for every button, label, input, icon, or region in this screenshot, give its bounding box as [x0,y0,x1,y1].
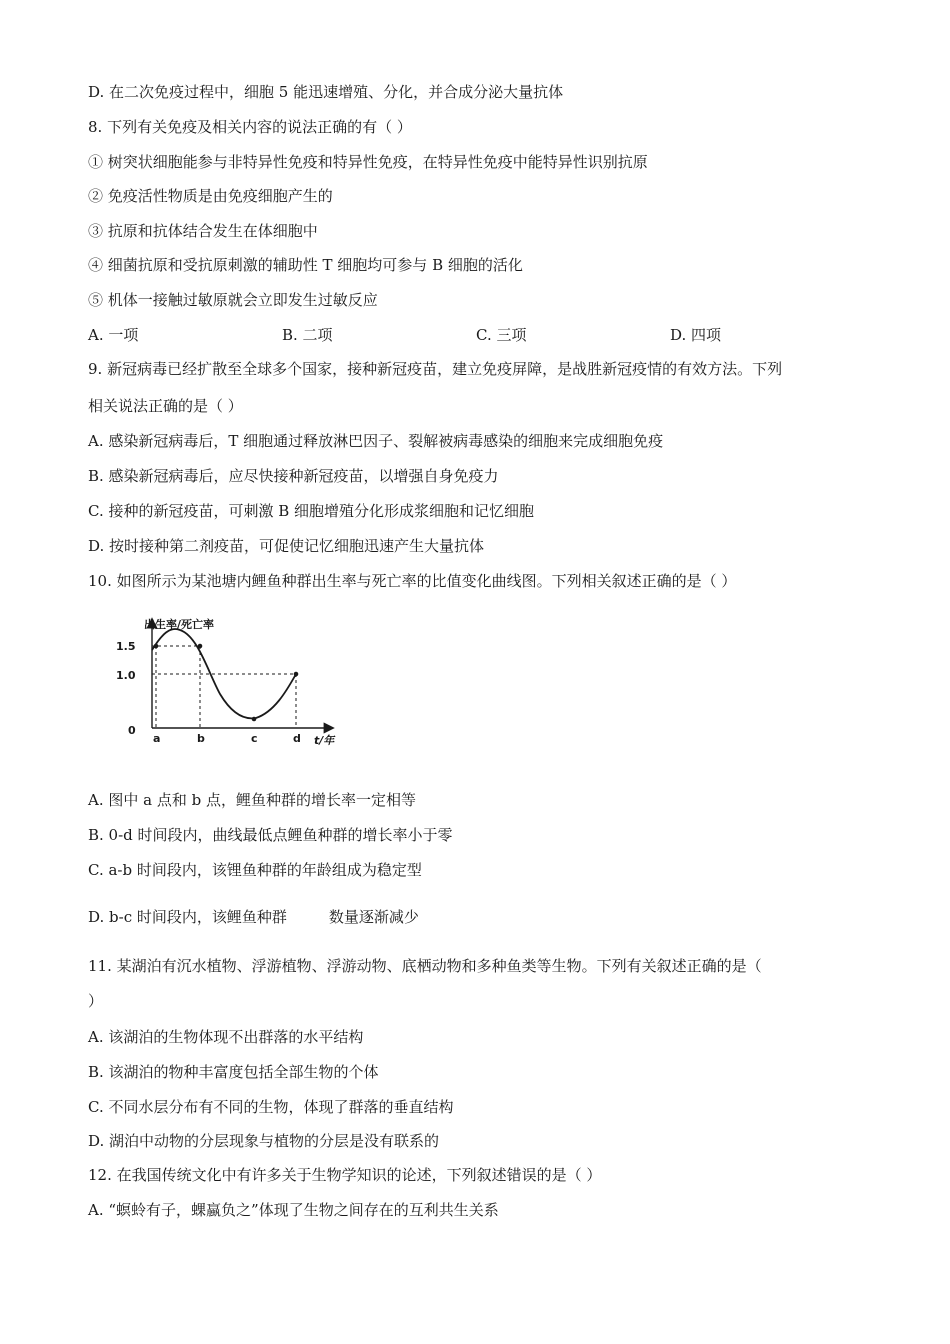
q8-options [88,324,868,346]
q8-statement-4: ④ 细菌抗原和受抗原刺激的辅助性 T 细胞均可参与 B 细胞的活化 [88,256,523,274]
q10-option-d [88,907,419,927]
q11-option-b: B. 该湖泊的物种丰富度包括全部生物的个体 [88,1063,379,1081]
x-tick-b: b [197,732,205,745]
q8-option-d: D. 四项 [670,326,722,344]
q11-stem-line2: ） [88,992,104,1010]
y-tick-10: 1.0 [116,669,136,682]
birth-death-ratio-graph [108,612,358,754]
y-tick-15: 1.5 [116,640,136,653]
point-b [198,644,203,649]
q9-option-a: A. 感染新冠病毒后，T 细胞通过释放淋巴因子、裂解被病毒感染的细胞来完成细胞免疫 [88,432,664,450]
q11-option-a: A. 该湖泊的生物体现不出群落的水平结构 [88,1028,364,1046]
q11-option-d: D. 湖泊中动物的分层现象与植物的分层是没有联系的 [88,1132,440,1150]
q11-option-c: C. 不同水层分布有不同的生物，体现了群落的垂直结构 [88,1098,454,1116]
q12-option-a: A. “螟蛉有子，蜾蠃负之”体现了生物之间存在的互利共生关系 [88,1201,499,1219]
y-axis-label: 出生率/死亡率 [144,618,215,631]
q10-option-d-part2: 数量逐渐减少 [328,908,419,926]
x-tick-d: d [293,732,301,745]
y-tick-0: 0 [128,724,136,737]
q9-option-b: B. 感染新冠病毒后，应尽快接种新冠疫苗，以增强自身免疫力 [88,467,499,485]
q8-option-c: C. 三项 [476,326,527,344]
q8-statement-1: ① 树突状细胞能参与非特异性免疫和特异性免疫，在特异性免疫中能特异性识别抗原 [88,153,648,171]
x-axis-label: t/年 [314,734,335,747]
x-tick-a: a [153,732,161,745]
q8-option-b: B. 二项 [282,326,333,344]
q8-stem: 8. 下列有关免疫及相关内容的说法正确的有（ ） [88,118,412,136]
q7-option-d: D. 在二次免疫过程中，细胞 5 能迅速增殖、分化，并合成分泌大量抗体 [88,83,564,101]
q10-option-a: A. 图中 a 点和 b 点，鲤鱼种群的增长率一定相等 [88,791,416,809]
q9-stem-line2: 相关说法正确的是（ ） [88,397,243,415]
q8-statement-2: ② 免疫活性物质是由免疫细胞产生的 [88,187,333,205]
q10-option-c: C. a-b 时间段内，该锂鱼种群的年龄组成为稳定型 [88,861,422,879]
q12-stem: 12. 在我国传统文化中有许多关于生物学知识的论述，下列叙述错误的是（ ） [88,1166,602,1184]
q11-stem-line1: 11. 某湖泊有沉水植物、浮游植物、浮游动物、底栖动物和多种鱼类等生物。下列有关叙述正确的是（ [88,957,762,975]
x-tick-c: c [251,732,258,745]
q10-option-b: B. 0-d 时间段内，曲线最低点鲤鱼种群的增长率小于零 [88,826,453,844]
q9-option-c: C. 接种的新冠疫苗，可刺激 B 细胞增殖分化形成浆细胞和记忆细胞 [88,502,535,520]
guide-lines [152,646,296,728]
q8-statement-3: ③ 抗原和抗体结合发生在体细胞中 [88,222,318,240]
q10-stem: 10. 如图所示为某池塘内鲤鱼种群出生率与死亡率的比值变化曲线图。下列相关叙述正确的是（ ） [88,572,737,590]
q9-option-d: D. 按时接种第二剂疫苗，可促使记忆细胞迅速产生大量抗体 [88,537,485,555]
point-c [252,717,257,722]
q9-stem-line1: 9. 新冠病毒已经扩散至全球多个国家，接种新冠疫苗，建立免疫屏障，是战胜新冠疫情的有效方法。下列 [88,360,783,378]
point-d [294,672,299,677]
q10-option-d-part1: D. b-c 时间段内，该鲤鱼种群 [88,908,287,926]
point-a [154,644,159,649]
q8-option-a: A. 一项 [88,326,139,344]
q8-statement-5: ⑤ 机体一接触过敏原就会立即发生过敏反应 [88,291,378,309]
